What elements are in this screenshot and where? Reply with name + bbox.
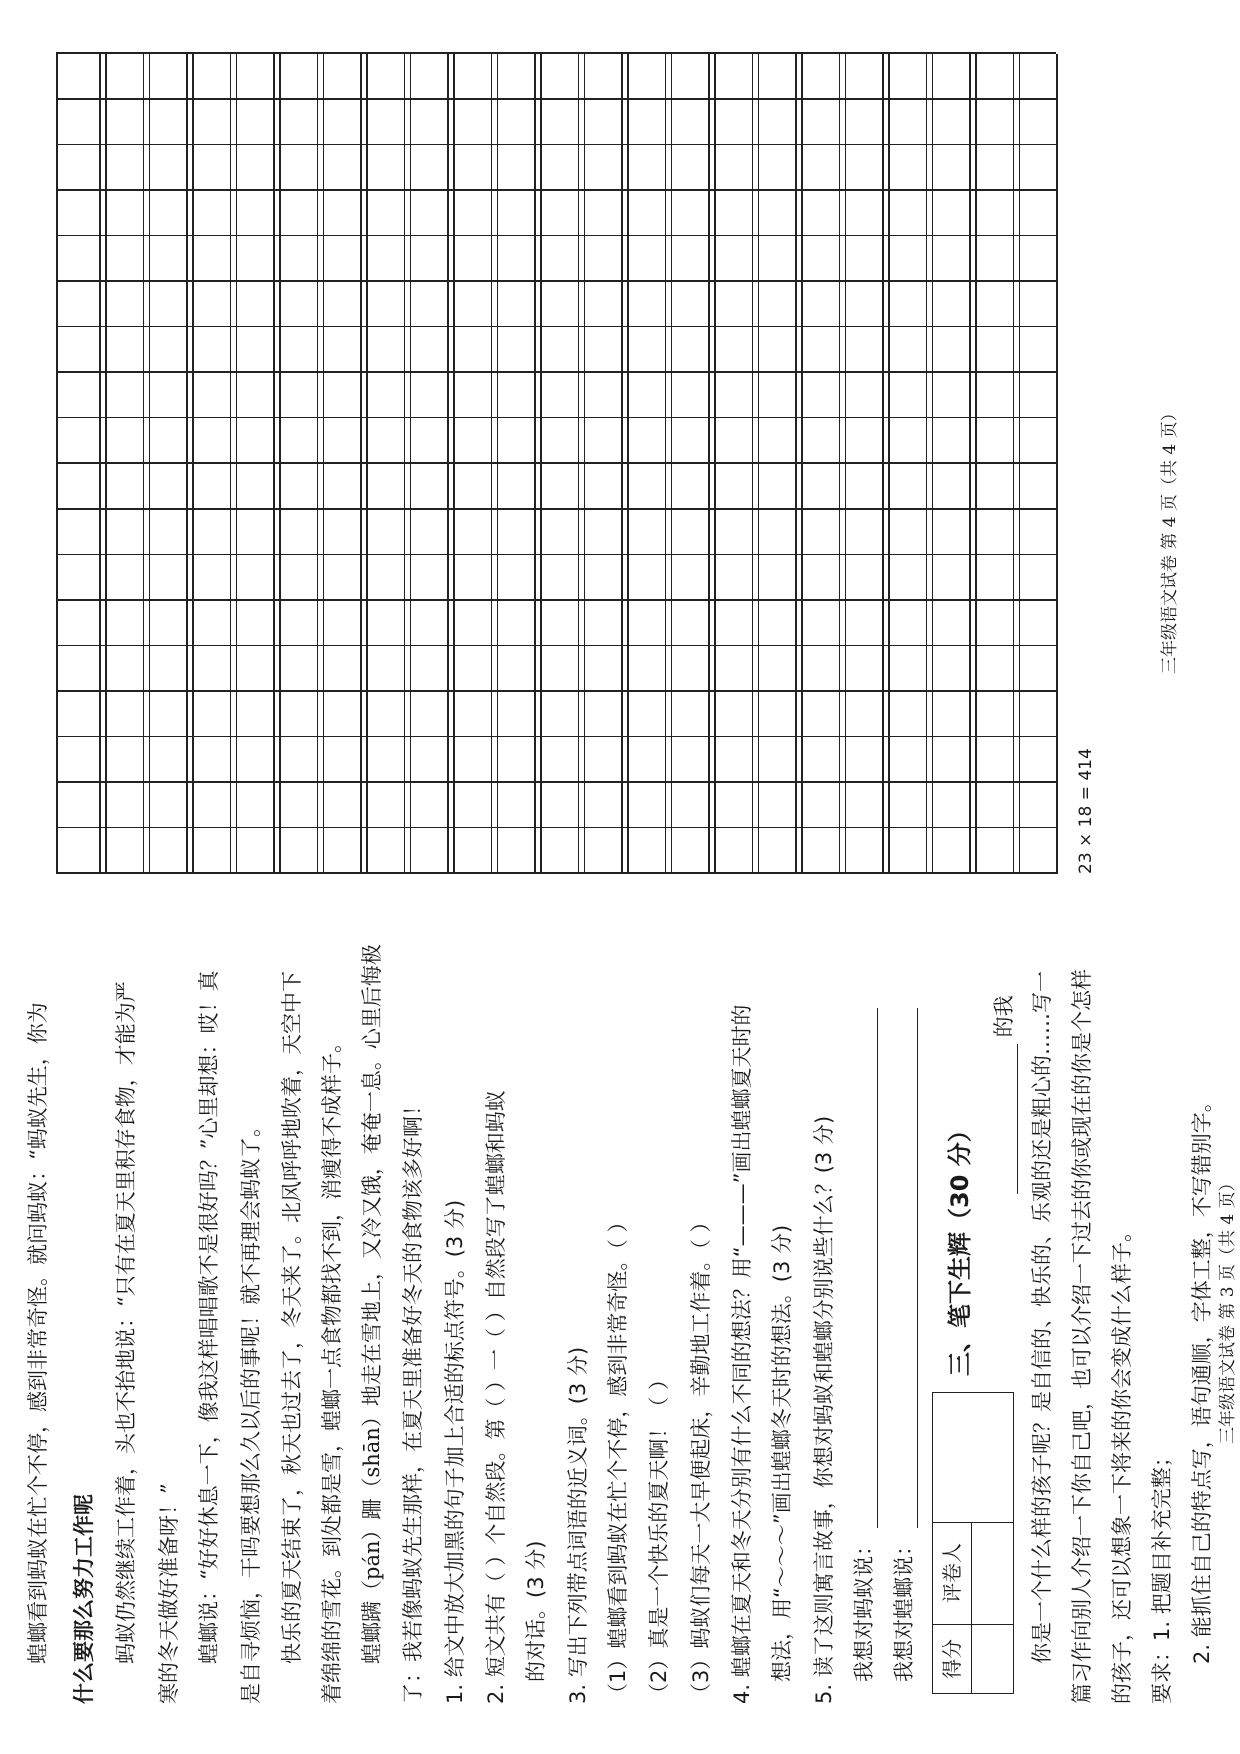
grid-row-line: [273, 54, 275, 874]
grid-row-line: [149, 54, 151, 874]
grid-row-line: [708, 54, 710, 874]
grid-col-line: [56, 98, 1056, 100]
score-label: 得分: [933, 1624, 971, 1693]
grid-row-line: [621, 54, 623, 874]
grid-row-line: [447, 54, 449, 874]
answer-mantis: 我想对蝗螂说：: [890, 1008, 918, 1682]
score-box: [932, 1392, 1014, 1694]
question-3: 3. 写出下列带点词语的近义词。(3 分): [566, 1346, 590, 1704]
grid-col-line: [56, 235, 1056, 237]
grid-col-line: [56, 736, 1056, 738]
grid-label: 23 × 18 = 414: [1076, 748, 1096, 874]
grid-row-line: [410, 54, 412, 874]
grid-row-line: [497, 54, 499, 874]
grid-row-line: [932, 54, 934, 874]
grid-col-line: [56, 144, 1056, 146]
grid-row-line: [404, 54, 406, 874]
grid-row-line: [627, 54, 629, 874]
grid-col-line: [56, 873, 1056, 875]
grid-row-line: [1013, 54, 1015, 874]
story-line-8: 着绵绵的雪花。到处都是雪，蝗螂一点食物都找不到，消瘦得不成样子。: [320, 1032, 344, 1704]
story-line-6: 是自寻烦恼，干吗要想那么久以后的事呢！就不再理会蚂蚁了。: [239, 1116, 263, 1704]
grid-row-line: [801, 54, 803, 874]
left-page-footer: 三年级语文试卷 第 3 页（共 4 页）: [1218, 1174, 1238, 1444]
grid-row-line: [143, 54, 145, 874]
grid-col-line: [56, 53, 1056, 55]
story-line-4: 寒的冬天做好准备呀！”: [157, 1483, 181, 1704]
grid-row-line: [1056, 54, 1058, 874]
question-4-line-1: 4. 蝗螂在夏天和冬天分别有什么不同的想法？用“———”画出蝗螂夏天时的: [730, 1004, 754, 1704]
grid-row-line: [453, 54, 455, 874]
requirements-2: 2. 能抓住自己的特点写，语句通顺，字体工整，不写错别字。: [1190, 1091, 1214, 1664]
answer-mantis-line[interactable]: [897, 1008, 918, 1528]
question-3-item-1: （1）蝗螂看到蚂蚁在忙个不停，感到非常奇怪。（ ）: [606, 1211, 630, 1704]
grid-row-line: [491, 54, 493, 874]
grid-col-line: [56, 280, 1056, 282]
grid-col-line: [56, 827, 1056, 829]
grid-row-line: [105, 54, 107, 874]
grid-col-line: [56, 645, 1056, 647]
prompt-line-2: 篇习作向别人介绍一下你自己吧，也可以介绍一下过去的你或现在的你是个怎样: [1070, 969, 1094, 1704]
story-line-9: 蝗螂蹒（pán）跚（shān）地走在雪地上，又冷又饿，奄奄一息。心里后悔极: [360, 944, 384, 1664]
answer-ant: 我想对蚂蚁说：: [850, 1008, 878, 1682]
grid-row-line: [839, 54, 841, 874]
grid-row-line: [317, 54, 319, 874]
grid-col-line: [56, 189, 1056, 191]
grid-row-line: [540, 54, 542, 874]
story-line-1: 蝗螂看到蚂蚁在忙个不停，感到非常奇怪。就问蚂蚁：“蚂蚁先生，你为: [26, 1002, 50, 1664]
question-3-item-3: （3）蚂蚁们每天一大早便起床，辛勤地工作着。（ ）: [689, 1211, 713, 1704]
section-title: 三、笔下生辉（30 分）: [946, 1118, 974, 1376]
grid-row-line: [671, 54, 673, 874]
answer-ant-line[interactable]: [857, 1008, 878, 1528]
right-page-footer: 三年级语文试卷 第 4 页（共 4 页）: [1160, 404, 1180, 674]
grid-row-line: [230, 54, 232, 874]
grid-col-line: [56, 417, 1056, 419]
grid-row-line: [99, 54, 101, 874]
grid-row-line: [366, 54, 368, 874]
grid-col-line: [56, 326, 1056, 328]
essay-title: 的我: [990, 995, 1018, 1194]
grid-row-line: [279, 54, 281, 874]
grid-row-line: [236, 54, 238, 874]
question-2-line-1: 2. 短文共有（ ）个自然段。第（ ）一（ ）自然段写了蝗螂和蚂蚁: [484, 1090, 508, 1704]
grid-row-line: [192, 54, 194, 874]
story-line-7: 快乐的夏天结束了，秋天也过去了，冬天来了。北风呼呼地吹着，天空中下: [280, 971, 304, 1664]
prompt-line-1: 你是一个什么样的孩子呢？是自信的、快乐的、乐观的还是粗心的……写一: [1030, 971, 1054, 1664]
grid-row-line: [752, 54, 754, 874]
grid-row-line: [714, 54, 716, 874]
essay-title-blank[interactable]: [997, 1044, 1018, 1194]
grid-col-line: [56, 554, 1056, 556]
grid-row-line: [845, 54, 847, 874]
grader-label: 评卷人: [933, 1522, 971, 1623]
grid-row-line: [888, 54, 890, 874]
story-line-10: 了：我若像蚂蚁先生那样，在夏天里准备好冬天的食物该多好啊！: [401, 1095, 425, 1704]
grid-col-line: [56, 463, 1056, 465]
grid-col-line: [56, 599, 1056, 601]
grid-row-line: [186, 54, 188, 874]
story-line-5: 蝗螂说：“好好休息一下，像我这样唱唱歌不是很好吗？”心里却想：哎！真: [197, 970, 221, 1664]
grid-row-line: [969, 54, 971, 874]
grid-row-line: [882, 54, 884, 874]
grid-row-line: [665, 54, 667, 874]
grid-row-line: [578, 54, 580, 874]
question-5: 5. 读了这则寓言故事，你想对蚂蚁和蝗螂分别说些什么？(3 分): [812, 1115, 836, 1704]
grid-col-line: [56, 371, 1056, 373]
question-2-line-2: 的对话。(3 分): [524, 1540, 548, 1682]
grid-row-line: [795, 54, 797, 874]
question-3-item-2: （2）真是一个快乐的夏天啊！（ ）: [647, 1368, 671, 1704]
grid-row-line: [323, 54, 325, 874]
grid-row-line: [758, 54, 760, 874]
grid-col-line: [56, 781, 1056, 783]
question-1: 1. 给文中放大加黑的句子加上合适的标点符号。(3 分): [443, 1199, 467, 1704]
story-line-2: 什么要那么努力工作呢: [71, 1494, 96, 1704]
writing-grid[interactable]: [56, 54, 1056, 874]
story-line-3: 蚂蚁仍然继续工作着，头也不抬地说：“只有在夏天里积存食物，才能为严: [114, 981, 138, 1664]
grid-row-line: [975, 54, 977, 874]
prompt-line-3: 的孩子，还可以想象一下将来的你会变成什么样子。: [1110, 1221, 1134, 1704]
grid-row-line: [534, 54, 536, 874]
grid-row-line: [56, 54, 58, 874]
grid-col-line: [56, 690, 1056, 692]
grid-row-line: [360, 54, 362, 874]
grid-row-line: [1019, 54, 1021, 874]
requirements-1: 要求：1. 把题目补充完整；: [1150, 1446, 1174, 1704]
grid-row-line: [926, 54, 928, 874]
grid-col-line: [56, 508, 1056, 510]
grid-row-line: [584, 54, 586, 874]
question-4-line-2: 想法，用“～～～”画出蝗螂冬天时的想法。(3 分): [770, 1224, 794, 1682]
